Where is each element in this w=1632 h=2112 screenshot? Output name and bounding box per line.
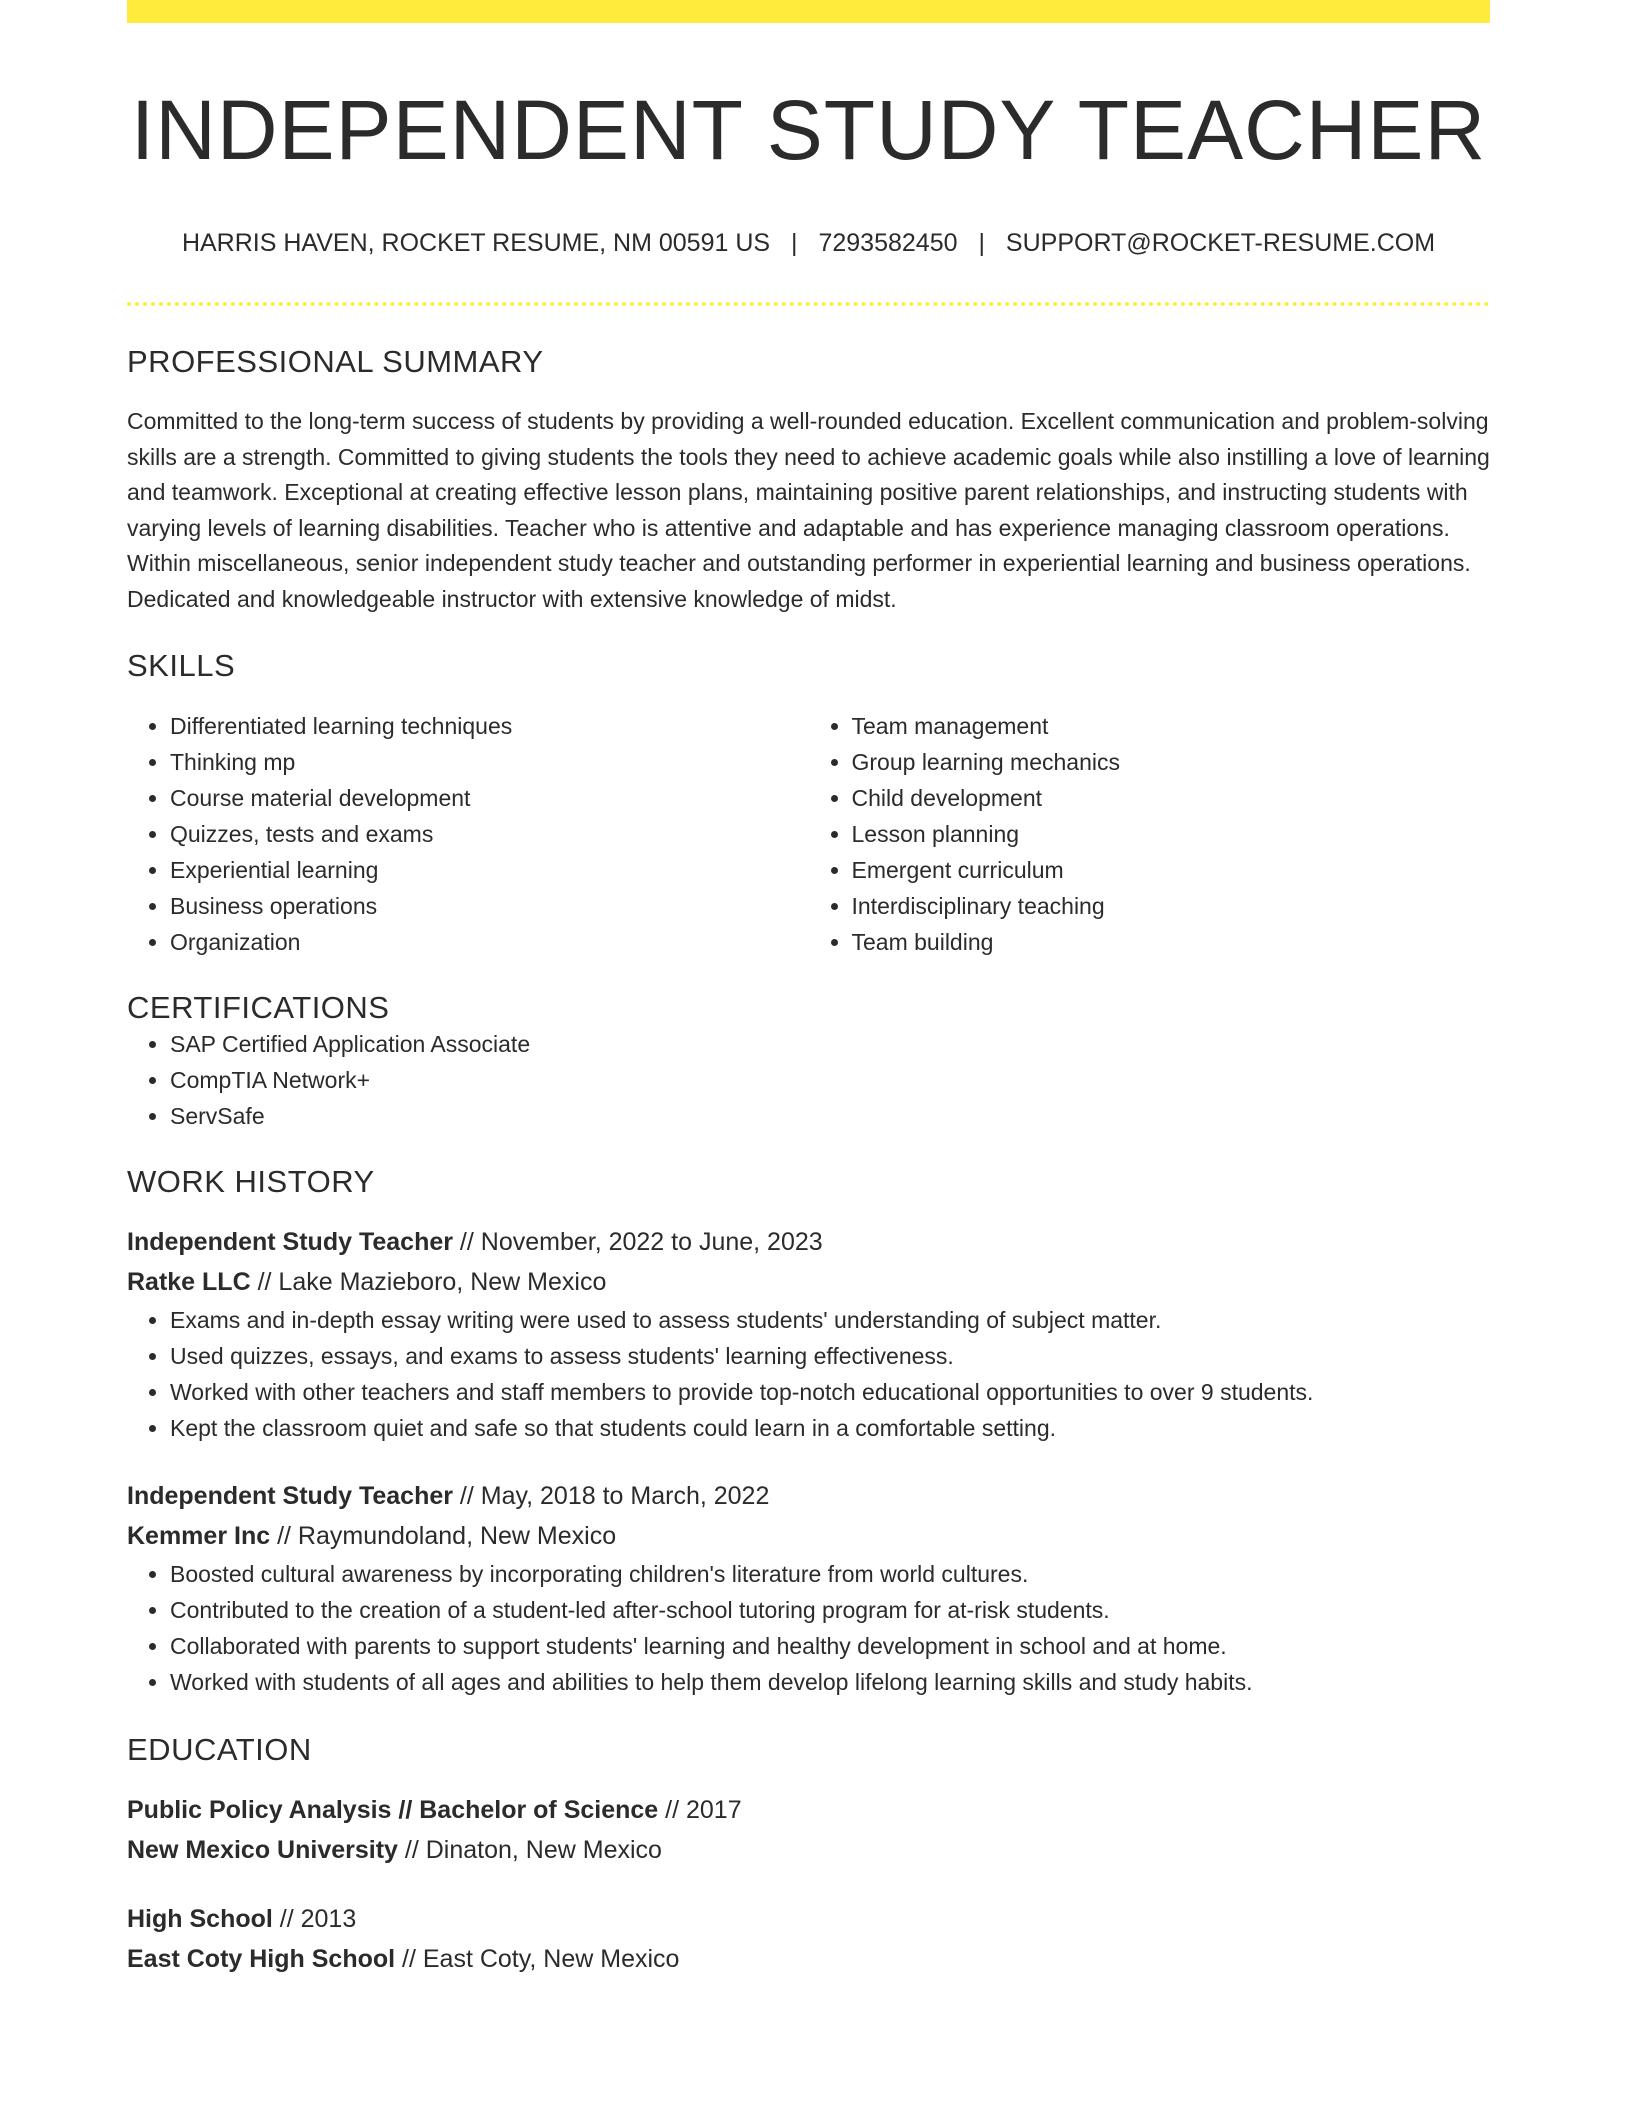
job-duties-list	[127, 1302, 1490, 1446]
job-location: // Lake Mazieboro, New Mexico	[250, 1267, 607, 1296]
job-title-line	[127, 1476, 1490, 1516]
skill-item: • Differentiated learning techniques	[170, 708, 809, 744]
job-position: Independent Study Teacher	[127, 1481, 453, 1510]
skill-item: • Organization	[170, 924, 809, 960]
job-duty-item: • Collaborated with parents to support students' learning and healthy development in school and at home.	[170, 1628, 1490, 1664]
job-duty-item: • Worked with other teachers and staff members to provide top-notch educational opportunities to over 9 students.	[170, 1374, 1490, 1410]
education-school: New Mexico University	[127, 1835, 398, 1864]
certification-item: • ServSafe	[170, 1098, 1490, 1134]
contact-email: SUPPORT@ROCKET-RESUME.COM	[1005, 229, 1436, 257]
job-entry	[127, 1476, 1490, 1700]
job-entry	[127, 1222, 1490, 1446]
skill-item: • Course material development	[170, 780, 809, 816]
education-degree-line	[127, 1899, 1490, 1939]
contact-phone: 7293582450	[818, 229, 958, 257]
contact-separator: |	[791, 229, 798, 257]
certification-item: • SAP Certified Application Associate	[170, 1026, 1490, 1062]
job-company: Ratke LLC	[127, 1267, 251, 1296]
education-school: East Coty High School	[127, 1944, 396, 1973]
skill-item: • Group learning mechanics	[852, 744, 1491, 780]
contact-separator: |	[978, 229, 985, 257]
section-title-certifications: CERTIFICATIONS	[127, 989, 390, 1025]
section-title-summary: PROFESSIONAL SUMMARY	[127, 344, 544, 379]
education-location: // East Coty, New Mexico	[395, 1944, 680, 1973]
job-location: // Raymundoland, New Mexico	[270, 1521, 617, 1550]
skill-item: • Emergent curriculum	[852, 852, 1491, 888]
contact-address: HARRIS HAVEN, ROCKET RESUME, NM 00591 US	[181, 229, 771, 257]
education-school-line	[127, 1830, 1490, 1870]
skill-item: • Interdisciplinary teaching	[852, 888, 1491, 924]
education-school-line	[127, 1939, 1490, 1979]
dotted-divider	[127, 302, 1490, 306]
education-entry	[127, 1790, 1490, 1870]
section-title-education: EDUCATION	[127, 1731, 312, 1767]
education-degree: Public Policy Analysis // Bachelor of Science	[127, 1795, 659, 1824]
candidate-name: INDEPENDENT STUDY TEACHER	[130, 83, 1487, 177]
skill-item: • Experiential learning	[170, 852, 809, 888]
skill-item: • Business operations	[170, 888, 809, 924]
job-company-line	[127, 1262, 1490, 1302]
skills-column-right	[809, 708, 1491, 960]
education-degree-line	[127, 1790, 1490, 1830]
education-entry	[127, 1899, 1490, 1979]
job-duty-item: • Contributed to the creation of a student-led after-school tutoring program for at-risk students.	[170, 1592, 1490, 1628]
skill-item: • Thinking mp	[170, 744, 809, 780]
contact-line	[127, 228, 1490, 258]
skill-item: • Team building	[852, 924, 1491, 960]
skill-item: • Team management	[852, 708, 1491, 744]
certifications-list	[127, 1026, 1490, 1134]
job-duties-list	[127, 1556, 1490, 1700]
job-dates: // May, 2018 to March, 2022	[452, 1481, 770, 1510]
skill-item: • Lesson planning	[852, 816, 1491, 852]
section-title-skills: SKILLS	[127, 647, 236, 683]
job-duty-item: • Worked with students of all ages and abilities to help them develop lifelong learning skills and study habits.	[170, 1664, 1490, 1700]
education-year: // 2013	[272, 1904, 357, 1933]
skills-column-left	[127, 708, 809, 960]
education-year: // 2017	[658, 1795, 742, 1824]
job-company-line	[127, 1516, 1490, 1556]
section-title-work-history: WORK HISTORY	[127, 1163, 375, 1199]
skill-item: • Quizzes, tests and exams	[170, 816, 809, 852]
job-title-line	[127, 1222, 1490, 1262]
job-position: Independent Study Teacher	[127, 1227, 453, 1256]
job-company: Kemmer Inc	[127, 1521, 271, 1550]
job-duty-item: • Kept the classroom quiet and safe so that students could learn in a comfortable setting.	[170, 1410, 1490, 1446]
education-location: // Dinaton, New Mexico	[397, 1835, 662, 1864]
certification-item: • CompTIA Network+	[170, 1062, 1490, 1098]
skill-item: • Child development	[852, 780, 1491, 816]
resume-content	[127, 0, 1490, 1979]
job-dates: // November, 2022 to June, 2023	[452, 1227, 823, 1256]
education-degree: High School	[127, 1904, 273, 1933]
job-duty-item: • Used quizzes, essays, and exams to assess students' learning effectiveness.	[170, 1338, 1490, 1374]
skills-grid	[127, 708, 1490, 960]
job-duty-item: • Exams and in-depth essay writing were used to assess students' understanding of subject matter.	[170, 1302, 1490, 1338]
job-duty-item: • Boosted cultural awareness by incorporating children's literature from world cultures.	[170, 1556, 1490, 1592]
summary-text: Committed to the long-term success of students by providing a well-rounded education. Excellent communication and problem-solving skills are a strength. Committed to giving students the tools they need to achieve academic goals while also instilling a love of learning and teamwork. Exceptional at creating effective lesson plans, maintaining positive parent relationships, and instructing students with varying levels of learning disabilities. Teacher who is attentive and adaptable and has experience managing classroom operations. Within miscellaneous, senior independent study teacher and outstanding performer in experiential learning and business operations. Dedicated and knowledgeable instructor with extensive knowledge of midst.	[127, 408, 1490, 612]
